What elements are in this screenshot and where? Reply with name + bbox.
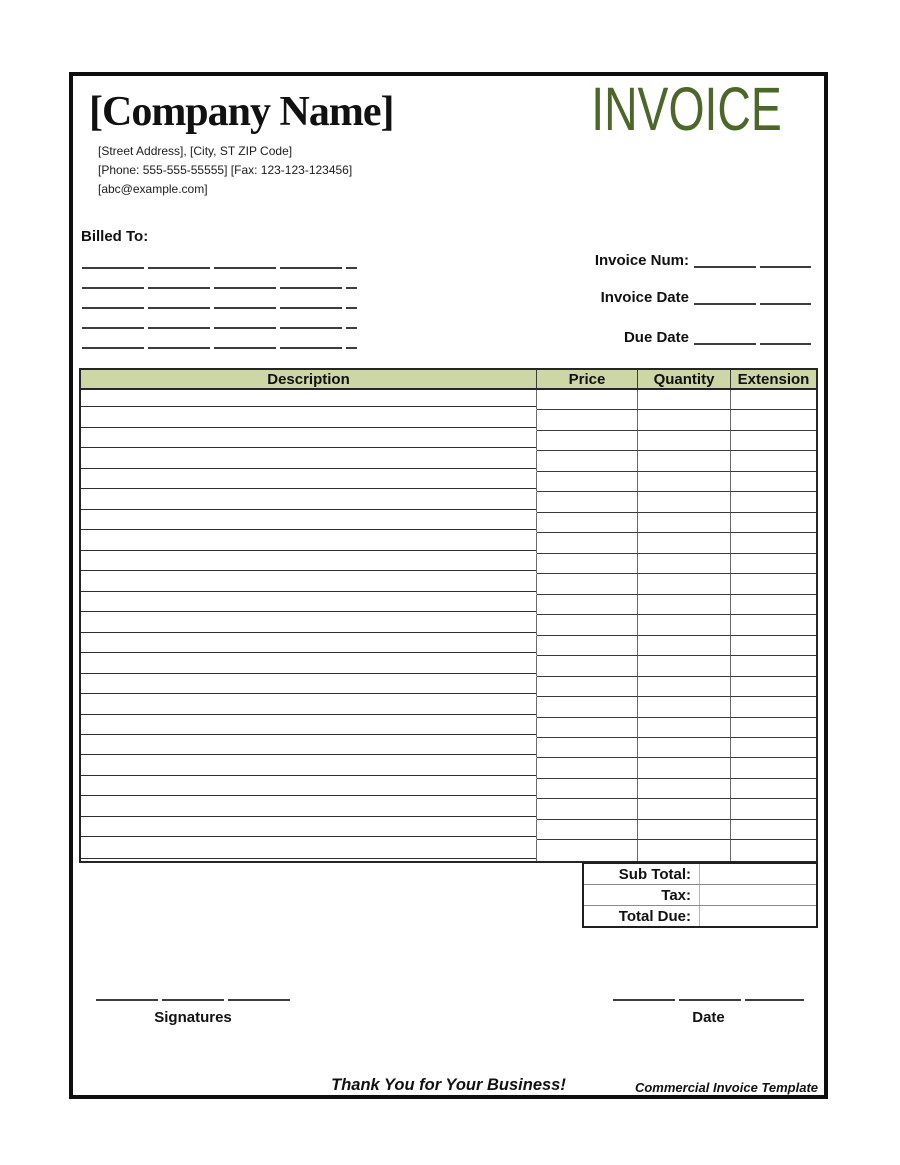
- cell-desc[interactable]: [81, 799, 537, 819]
- cell-ext[interactable]: [731, 656, 816, 676]
- cell-price[interactable]: [537, 533, 638, 553]
- cell-price[interactable]: [537, 840, 638, 860]
- tax-label: Tax:: [584, 885, 700, 905]
- billed-to-blank-line[interactable]: [82, 307, 357, 309]
- cell-price[interactable]: [537, 513, 638, 533]
- invoice-date-blank-line[interactable]: [694, 303, 811, 305]
- cell-qty[interactable]: [638, 492, 731, 512]
- cell-qty[interactable]: [638, 390, 731, 410]
- cell-ext[interactable]: [731, 554, 816, 574]
- cell-ext[interactable]: [731, 636, 816, 656]
- cell-price[interactable]: [537, 677, 638, 697]
- table-row: [81, 451, 816, 471]
- company-address-line: [Phone: 555-555-55555] [Fax: 123-123-123456]: [98, 162, 353, 177]
- table-row: [81, 656, 816, 676]
- company-address-line: [Street Address], [City, ST ZIP Code]: [98, 144, 293, 158]
- cell-ext[interactable]: [731, 677, 816, 697]
- table-row: [81, 492, 816, 512]
- subtotal-row: [584, 864, 816, 885]
- table-row: [81, 697, 816, 717]
- cell-qty[interactable]: [638, 636, 731, 656]
- cell-qty[interactable]: [638, 718, 731, 738]
- cell-qty[interactable]: [638, 574, 731, 594]
- cell-price[interactable]: [537, 697, 638, 717]
- cell-price[interactable]: [537, 615, 638, 635]
- cell-qty[interactable]: [638, 472, 731, 492]
- cell-price[interactable]: [537, 738, 638, 758]
- billed-to-blank-line[interactable]: [82, 347, 357, 349]
- table-row: [81, 779, 816, 799]
- table-row: [81, 738, 816, 758]
- line-items-table: [79, 368, 818, 863]
- cell-ext[interactable]: [731, 533, 816, 553]
- tax-value-cell[interactable]: [700, 885, 816, 905]
- cell-qty[interactable]: [638, 779, 731, 799]
- header-extension: Extension: [737, 370, 810, 388]
- due-date-blank-line[interactable]: [694, 343, 811, 345]
- cell-ext[interactable]: [731, 472, 816, 492]
- header-description: Description: [81, 370, 537, 388]
- cell-qty[interactable]: [638, 840, 731, 860]
- cell-ext[interactable]: [731, 390, 816, 410]
- table-row: [81, 431, 816, 451]
- cell-price[interactable]: [537, 451, 638, 471]
- tax-row: [584, 885, 816, 906]
- cell-qty[interactable]: [638, 554, 731, 574]
- cell-desc[interactable]: [81, 779, 537, 799]
- cell-price[interactable]: [537, 656, 638, 676]
- cell-price[interactable]: [537, 758, 638, 778]
- cell-price[interactable]: [537, 779, 638, 799]
- table-row: [81, 718, 816, 738]
- table-row: [81, 533, 816, 553]
- cell-price[interactable]: [537, 636, 638, 656]
- invoice-date-label: Invoice Date: [600, 289, 689, 306]
- company-address: [98, 142, 352, 198]
- invoice-date-field: [601, 287, 811, 306]
- date-label: Date: [692, 1009, 725, 1026]
- table-row: [81, 574, 816, 594]
- cell-desc[interactable]: [81, 492, 537, 512]
- company-address-line: [abc@example.com]: [98, 181, 208, 196]
- cell-price[interactable]: [537, 431, 638, 451]
- table-row: [81, 799, 816, 819]
- cell-desc[interactable]: [81, 697, 537, 717]
- cell-qty[interactable]: [638, 656, 731, 676]
- invoice-number-blank-line[interactable]: [694, 266, 811, 268]
- due-date-field: [624, 327, 811, 346]
- cell-ext[interactable]: [731, 615, 816, 635]
- subtotal-value-cell[interactable]: [700, 864, 816, 884]
- cell-qty[interactable]: [638, 533, 731, 553]
- table-row: [81, 615, 816, 635]
- total-due-row: [584, 906, 816, 926]
- cell-qty[interactable]: [638, 431, 731, 451]
- cell-price[interactable]: [537, 554, 638, 574]
- table-row: [81, 636, 816, 656]
- cell-qty[interactable]: [638, 410, 731, 430]
- table-row: [81, 758, 816, 778]
- cell-desc[interactable]: [81, 615, 537, 635]
- template-name: Commercial Invoice Template: [634, 1080, 818, 1095]
- billed-to-blank-line[interactable]: [82, 267, 357, 269]
- cell-desc[interactable]: [81, 472, 537, 492]
- cell-desc[interactable]: [81, 574, 537, 594]
- table-header-row: [81, 370, 816, 390]
- cell-ext[interactable]: [731, 410, 816, 430]
- cell-qty[interactable]: [638, 677, 731, 697]
- cell-qty[interactable]: [638, 820, 731, 840]
- invoice-number-label: Invoice Num:: [594, 252, 689, 269]
- cell-ext[interactable]: [731, 738, 816, 758]
- cell-qty[interactable]: [638, 738, 731, 758]
- table-row: [81, 410, 816, 430]
- table-row: [81, 840, 816, 860]
- cell-desc[interactable]: [81, 738, 537, 758]
- cell-desc[interactable]: [81, 431, 537, 451]
- cell-ext[interactable]: [731, 718, 816, 738]
- cell-desc[interactable]: [81, 677, 537, 697]
- table-row: [81, 390, 816, 410]
- cell-qty[interactable]: [638, 758, 731, 778]
- table-row: [81, 472, 816, 492]
- cell-desc[interactable]: [81, 656, 537, 676]
- cell-qty[interactable]: [638, 799, 731, 819]
- invoice-number-field: [595, 250, 811, 269]
- cell-ext[interactable]: [731, 779, 816, 799]
- cell-price[interactable]: [537, 492, 638, 512]
- table-body: [81, 390, 816, 861]
- cell-desc[interactable]: [81, 533, 537, 553]
- company-name: [Company Name]: [89, 89, 394, 135]
- cell-qty[interactable]: [638, 451, 731, 471]
- cell-desc[interactable]: [81, 595, 537, 615]
- signatures-block: [96, 999, 290, 1026]
- cell-price[interactable]: [537, 574, 638, 594]
- cell-desc[interactable]: [81, 718, 537, 738]
- thank-you-message: Thank You for Your Business!: [331, 1076, 566, 1094]
- header-price: Price: [537, 370, 638, 388]
- cell-desc[interactable]: [81, 758, 537, 778]
- cell-qty[interactable]: [638, 697, 731, 717]
- cell-ext[interactable]: [731, 820, 816, 840]
- total-due-value-cell[interactable]: [700, 906, 816, 926]
- cell-ext[interactable]: [731, 513, 816, 533]
- cell-price[interactable]: [537, 820, 638, 840]
- cell-desc[interactable]: [81, 513, 537, 533]
- date-blank-line[interactable]: [613, 999, 804, 1001]
- invoice-sheet: [69, 72, 828, 1099]
- cell-ext[interactable]: [731, 451, 816, 471]
- cell-price[interactable]: [537, 799, 638, 819]
- cell-price[interactable]: [537, 410, 638, 430]
- signatures-label: Signatures: [154, 1009, 232, 1026]
- cell-price[interactable]: [537, 472, 638, 492]
- cell-desc[interactable]: [81, 840, 537, 860]
- cell-desc[interactable]: [81, 451, 537, 471]
- total-due-label: Total Due:: [584, 906, 700, 926]
- due-date-label: Due Date: [623, 329, 689, 346]
- cell-desc[interactable]: [81, 636, 537, 656]
- billed-to-blank-line[interactable]: [82, 327, 357, 329]
- cell-desc[interactable]: [81, 820, 537, 840]
- table-row: [81, 595, 816, 615]
- cell-ext[interactable]: [731, 574, 816, 594]
- cell-ext[interactable]: [731, 492, 816, 512]
- cell-desc[interactable]: [81, 410, 537, 430]
- table-row: [81, 554, 816, 574]
- cell-ext[interactable]: [731, 840, 816, 860]
- cell-price[interactable]: [537, 595, 638, 615]
- cell-desc[interactable]: [81, 390, 537, 410]
- billed-to-blank-line[interactable]: [82, 287, 357, 289]
- cell-price[interactable]: [537, 390, 638, 410]
- cell-ext[interactable]: [731, 799, 816, 819]
- cell-ext[interactable]: [731, 758, 816, 778]
- subtotal-label: Sub Total:: [584, 864, 700, 884]
- header-quantity: Quantity: [638, 370, 731, 388]
- invoice-title: INVOICE: [591, 75, 782, 143]
- totals-box: [582, 862, 818, 928]
- cell-price[interactable]: [537, 718, 638, 738]
- date-block: [613, 999, 804, 1026]
- table-row: [81, 820, 816, 840]
- signatures-blank-line[interactable]: [96, 999, 290, 1001]
- cell-desc[interactable]: [81, 554, 537, 574]
- table-row: [81, 677, 816, 697]
- billed-to-blank-lines: [82, 267, 357, 367]
- cell-ext[interactable]: [731, 431, 816, 451]
- cell-ext[interactable]: [731, 697, 816, 717]
- table-row: [81, 513, 816, 533]
- cell-ext[interactable]: [731, 595, 816, 615]
- billed-to-label: Billed To:: [81, 228, 149, 245]
- cell-qty[interactable]: [638, 513, 731, 533]
- cell-qty[interactable]: [638, 615, 731, 635]
- cell-qty[interactable]: [638, 595, 731, 615]
